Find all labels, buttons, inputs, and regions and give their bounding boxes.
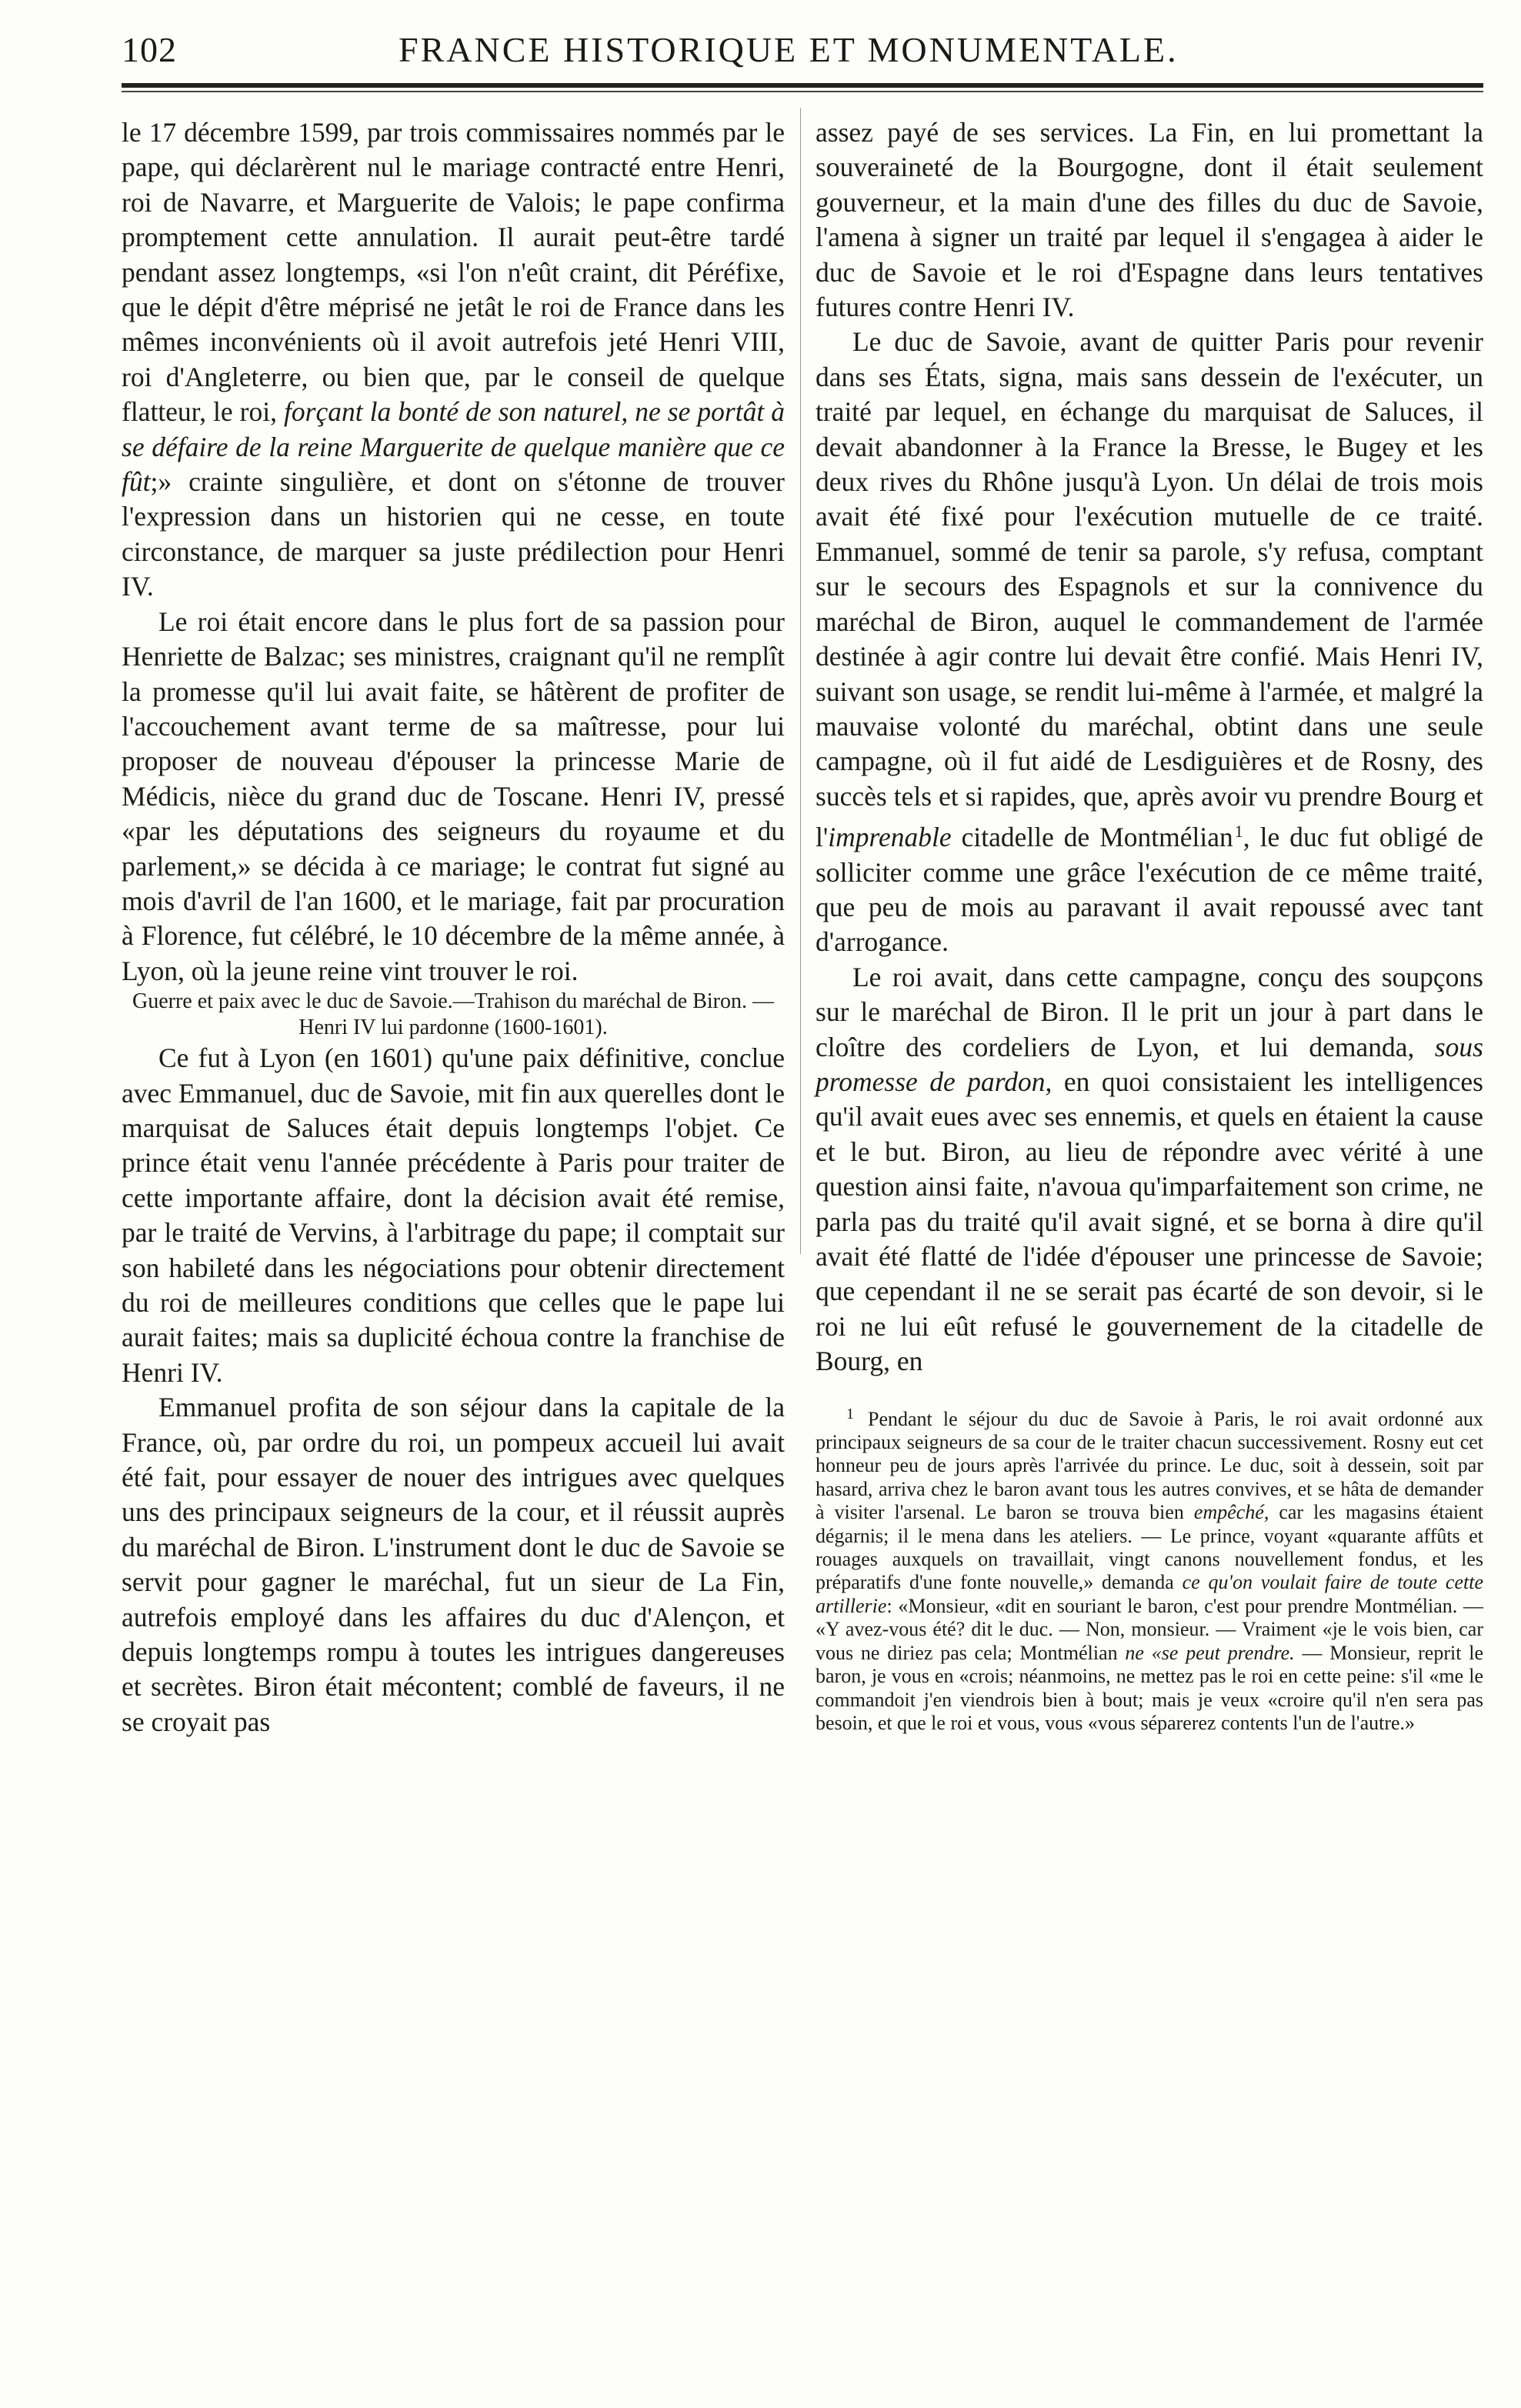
paragraph-text: citadelle de Montmélian bbox=[951, 822, 1233, 853]
paragraph-text: , le duc fut obligé de solliciter comme une grâce l'exécution de ce même traité, que peu de mois au paravant il avait repoussé avec tant d'arrogance. bbox=[816, 822, 1483, 958]
paragraph-text: en quoi consistaient les intelligences qu'il avait eues avec ses ennemis, et quels en étaient la cause et le but. Biron, au lieu de répondre avec vérité à une question ainsi faite, n'avoua qu'imparfaitement son crime, ne parla pas du traité qu'il avait signé, et se borna à dire qu'il avait été flatté de l'idée d'épouser une princesse de Savoie; que cependant il ne se serait pas écarté de son devoir, si le roi ne lui eût refusé le gouvernement de la citadelle de Bourg, en bbox=[816, 1066, 1483, 1377]
quoted-italic: forçant la bonté de son naturel, ne se portât à se défaire de la reine Marguerite de quelque manière que ce fût bbox=[122, 396, 785, 498]
paragraph: Emmanuel profita de son séjour dans la capitale de la France, où, par ordre du roi, un pompeux accueil lui avait été fait, pour essayer de nouer des intrigues avec quelques uns des principaux seigneurs de la cour, et il réussit auprès du maréchal de Biron. L'instrument dont le duc de Savoie se servit pour gagner le maréchal, fut un sieur de La Fin, autrefois employé dans les affaires du duc d'Alençon, et depuis longtemps rompu à toutes les intrigues dangereuses et secrètes. Biron était mécontent; comblé de faveurs, il ne se croyait pas bbox=[122, 1392, 785, 1737]
left-column bbox=[122, 115, 785, 1739]
header-rule-thin bbox=[122, 91, 1483, 92]
paragraph bbox=[816, 325, 1483, 959]
running-title: FRANCE HISTORIQUE ET MONUMENTALE. bbox=[399, 30, 1179, 69]
section-heading: Guerre et paix avec le duc de Savoie.—Trahison du maréchal de Biron. — Henri IV lui pardonne (1600-1601). bbox=[132, 989, 775, 1040]
right-column bbox=[816, 115, 1483, 1735]
footnote-text: : «Monsieur, «dit en souriant le baron, c'est pour prendre Montmélian. — «Y avez-vous été? dit le duc. — Non, monsieur. — Vraiment «je le vois bien, car vous ne diriez pas cela; Montmélian bbox=[816, 1594, 1483, 1664]
paragraph bbox=[122, 115, 785, 605]
footnote-text: — Monsieur, reprit le baron, je vous en «crois; néanmoins, ne mettez pas le roi en cette peine: s'il «me le commandoit j'en viendrois bien à bout; mais je veux «croire qu'il n'en sera pas besoin, et que le roi et vous, vous «vous séparerez contents l'un de l'autre.» bbox=[816, 1641, 1484, 1734]
running-header bbox=[122, 23, 1483, 77]
paragraph: Le roi était encore dans le plus fort de sa passion pour Henriette de Balzac; ses ministres, craignant qu'il ne remplît la promesse qu'il lui avait faite, se hâtèrent de profiter de l'accouchement avant terme de sa maîtresse, pour lui proposer de nouveau d'épouser la princesse Marie de Médicis, nièce du grand duc de Toscane. Henri IV, pressé «par les députations des seigneurs du royaume et du parlement,» se décida à ce mariage; le contrat fut signé au mois d'avril de l'an 1600, et le mariage, fait par procuration à Florence, fut célébré, le 10 décembre de la même année, à Lyon, où la jeune reine vint trouver le roi. bbox=[122, 605, 785, 986]
paragraph-text: Le roi avait, dans cette campagne, conçu des soupçons sur le maréchal de Biron. Il le prit un jour à part dans le cloître des cordeliers de Lyon, et lui demanda, bbox=[816, 961, 1483, 1062]
footnote bbox=[816, 1402, 1483, 1736]
paragraph-text: Le duc de Savoie, avant de quitter Paris pour revenir dans ses États, signa, mais sans dessein de l'exécuter, un traité par lequel, en échange du marquisat de Saluces, il devait abandonner à la France la Bresse, le Bugey et les deux rives du Rhône jusqu'à Lyon. Un délai de trois mois avait été fixé pour l'exécution mutuelle de ce traité. Emmanuel, sommé de tenir sa parole, s'y refusa, comptant sur le secours des Espagnols et sur la connivence du maréchal de Biron, auquel le commandement de l'armée destinée à agir contre lui devait être confié. Mais Henri IV, suivant son usage, se rendit lui-même à l'armée, et malgré la mauvaise volonté du maréchal, obtint dans une seule campagne, où il fut aidé de Lesdiguières et de Rosny, des succès tels et si rapides, que, après avoir vu prendre Bourg et l' bbox=[816, 326, 1483, 853]
footnote-mark: 1 bbox=[846, 1405, 854, 1422]
paragraph: assez payé de ses services. La Fin, en lui promettant la souveraineté de la Bourgogne, dont il était seulement gouverneur, et la main d'une des filles du duc de Savoie, l'amena à signer un traité par lequel il s'engagea à aider le duc de Savoie et le roi d'Espagne dans leurs tentatives futures contre Henri IV. bbox=[816, 117, 1483, 323]
footnote-italic: ne «se peut prendre. bbox=[1125, 1641, 1295, 1664]
footnote-italic: empêché, bbox=[1193, 1501, 1269, 1524]
column-divider bbox=[800, 108, 801, 1254]
footnote-italic: ce qu'on voulait faire de toute cette artillerie bbox=[816, 1571, 1483, 1617]
footnote-text: car les magasins étaient dégarnis; il le mena dans les ateliers. — Le prince, voyant «quarante affûts et rouages auxquels on travaillait, vingt canons nouvellement fondus, et les préparatifs d'une fonte nouvelle,» demanda bbox=[816, 1501, 1483, 1594]
paragraph-text: ;» crainte singulière, et dont on s'étonne de trouver l'expression dans un historien qui ne cesse, en toute circonstance, de marquer sa juste prédilection pour Henri IV. bbox=[122, 466, 785, 602]
paragraph bbox=[816, 960, 1483, 1379]
footnote-text: Pendant le séjour du duc de Savoie à Paris, le roi avait ordonné aux principaux seigneurs de sa cour de le traiter chacun successivement. Rosny eut cet honneur peu de jours après l'arrivée du prince. Le duc, soit à dessein, soit par hasard, arriva chez le baron avant tous les autres convives, et se hâta de demander à visiter l'arsenal. Le baron se trouva bien bbox=[816, 1407, 1483, 1524]
italic-word: imprenable bbox=[828, 822, 952, 853]
paragraph: Ce fut à Lyon (en 1601) qu'une paix définitive, conclue avec Emmanuel, duc de Savoie, mit fin aux querelles dont le marquisat de Saluces était depuis longtemps l'objet. Ce prince était venu l'année précédente à Paris pour traiter de cette importante affaire, dont la décision avait été remise, par le traité de Vervins, à l'arbitrage du pape; il comptait sur son habileté dans les négociations pour obtenir directement du roi de meilleures conditions que celles que le pape lui aurait faites; mais sa duplicité échoua contre la franchise de Henri IV. bbox=[122, 1042, 785, 1388]
page-number: 102 bbox=[122, 30, 177, 69]
paragraph-text: le 17 décembre 1599, par trois commissaires nommés par le pape, qui déclarèrent nul le mariage contracté entre Henri, roi de Navarre, et Marguerite de Valois; le pape confirma promptement cette annulation. Il aurait peut-être tardé pendant assez longtemps, «si l'on n'eût craint, dit Péréfixe, que le dépit d'être méprisé ne jetât le roi de France dans les mêmes inconvénients où il avoit autrefois jeté Henri VIII, roi d'Angleterre, ou bien que, par le conseil de quelque flatteur, le roi, bbox=[122, 117, 785, 428]
footnotes bbox=[816, 1402, 1483, 1736]
italic-phrase: sous promesse de pardon, bbox=[816, 1031, 1483, 1097]
footnote-reference: 1 bbox=[1234, 822, 1243, 842]
header-rule bbox=[122, 83, 1483, 88]
